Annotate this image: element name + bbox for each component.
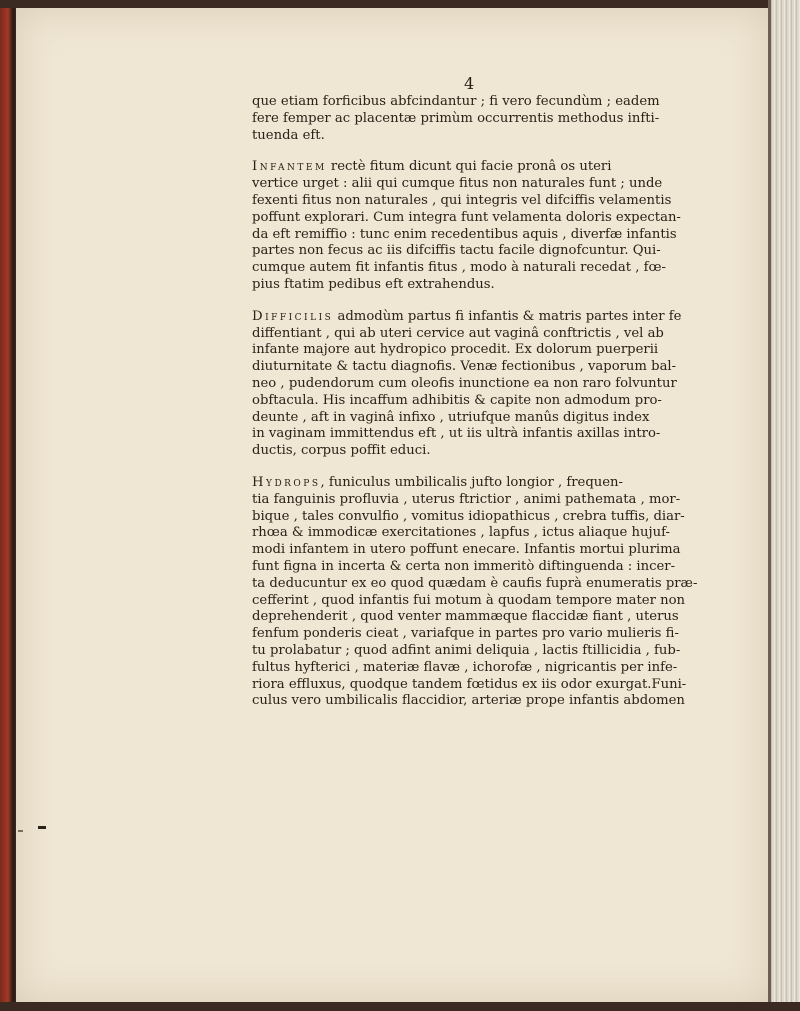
paragraph: [252, 159, 712, 293]
text-line: [252, 475, 712, 492]
text-line: ductis, corpus poffit educi.: [252, 443, 431, 459]
page-number: 4: [464, 74, 475, 93]
text-line: diffentiant , qui ab uteri cervice aut vaginâ conftrictis , vel ab: [252, 325, 664, 341]
paragraph: [252, 309, 712, 460]
paragraph-lead-word: Hydrops: [252, 474, 321, 490]
text-line: obftacula. His incaffum adhibitis & capite non admodum pro-: [252, 392, 662, 408]
text-line: in vaginam immittendus eft , ut iis ultrà infantis axillas intro-: [252, 426, 661, 442]
book-page-edges: [768, 0, 800, 1011]
text-line: deunte , aft in vaginâ infixo , utriufque manûs digitus index: [252, 409, 650, 425]
text-line: cumque autem fit infantis fitus , modo à naturali recedat , fœ-: [252, 260, 666, 276]
scan-top-border: [0, 0, 800, 8]
paragraph-lead-word: Difficilis: [252, 308, 334, 324]
text-line: ta deducuntur ex eo quod quædam è caufis fuprà enumeratis præ-: [252, 575, 698, 591]
paragraph-lead-word: Infantem: [252, 159, 327, 175]
paragraph: [252, 94, 712, 144]
text-line: pius ftatim pedibus eft extrahendus.: [252, 276, 495, 292]
text-line: poffunt explorari. Cum integra funt velamenta doloris expectan-: [252, 209, 681, 225]
text-line: fultus hyfterici , materiæ flavæ , ichorofæ , nigricantis per infe-: [252, 659, 678, 675]
paragraph: [252, 475, 712, 710]
text-line: tia fanguinis profluvia , uterus ftrictior , animi pathemata , mor-: [252, 491, 681, 507]
text-line: tu prolabatur ; quod adfint animi deliquia , lactis ftillicidia , fub-: [252, 642, 681, 658]
text-line: neo , pudendorum cum oleofis inunctione ea non raro folvuntur: [252, 375, 677, 391]
text-line: da eft remiffio : tunc enim recedentibus aquis , diverfæ infantis: [252, 226, 677, 242]
text-line: rhœa & immodicæ exercitationes , lapfus , ictus aliaque hujuf-: [252, 525, 670, 541]
text-line: infante majore aut hydropico procedit. Ex dolorum puerperii: [252, 342, 659, 358]
text-line: culus vero umbilicalis flaccidior, arteriæ prope infantis abdomen: [252, 693, 685, 709]
scan-bottom-border: [0, 1002, 800, 1011]
text-line: [252, 159, 712, 176]
text-line: cefferint , quod infantis fui motum à quodam tempore mater non: [252, 592, 686, 608]
margin-mark: [18, 830, 23, 832]
text-line: que etiam forficibus abfcindantur ; fi vero fecundùm ; eadem: [252, 94, 660, 109]
text-line-rest: , funiculus umbilicalis jufto longior , frequen-: [320, 474, 624, 490]
text-line: riora effluxus, quodque tandem fœtidus ex iis odor exurgat.Funi-: [252, 676, 687, 692]
text-line: tuenda eft.: [252, 127, 325, 143]
text-line: vertice urget : alii qui cumque fitus non naturales funt ; unde: [252, 176, 663, 192]
margin-mark: [38, 826, 46, 829]
text-line: fere femper ac placentæ primùm occurrentis methodus infti-: [252, 110, 660, 126]
text-line: partes non fecus ac iis difciffis tactu facile dignofcuntur. Qui-: [252, 243, 661, 259]
text-line: modi infantem in utero poffunt enecare. Infantis mortui plurima: [252, 542, 681, 558]
text-line: fexenti fitus non naturales , qui integris vel difciffis velamentis: [252, 192, 672, 208]
text-line: fenfum ponderis cieat , variafque in partes pro vario mulieris fi-: [252, 626, 679, 642]
text-line: [252, 309, 712, 326]
text-line-rest: rectè fitum dicunt qui facie pronâ os uteri: [326, 159, 612, 175]
text-line: diuturnitate & tactu diagnofis. Venæ fectionibus , vaporum bal-: [252, 359, 677, 375]
body-text: [252, 94, 712, 725]
text-line: deprehenderit , quod venter mammæque flaccidæ fiant , uterus: [252, 609, 679, 625]
text-line: bique , tales convulfio , vomitus idiopathicus , crebra tuffis, diar-: [252, 508, 685, 524]
text-line: funt figna in incerta & certa non immeritò diftinguenda : incer-: [252, 558, 676, 574]
text-line-rest: admodùm partus fi infantis & matris partes inter fe: [333, 308, 682, 324]
